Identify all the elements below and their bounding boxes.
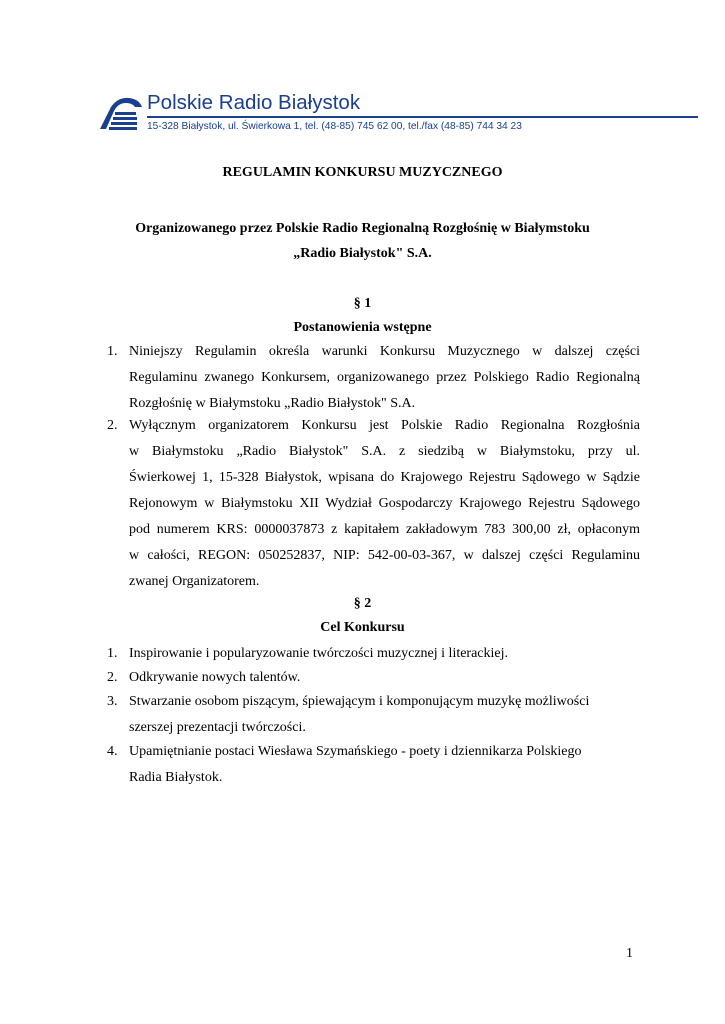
section2-heading: Cel Konkursu	[320, 620, 405, 635]
list-item-line: Odkrywanie nowych talentów.	[129, 670, 301, 685]
page-number: 1	[626, 946, 633, 961]
list-item-line: Wyłącznym organizatorem Konkursu jest Polskie Radio Regionalna Rozgłośnia	[129, 418, 640, 433]
section1-heading: Postanowienia wstępne	[293, 320, 432, 335]
list-item-line: Świerkowej 1, 15-328 Białystok, wpisana do Krajowego Rejestru Sądowego w Sądzie	[129, 470, 640, 485]
list-item-line: szerszej prezentacji twórczości.	[129, 720, 306, 735]
brand-address: 15-328 Białystok, ul. Świerkowa 1, tel. (48-85) 745 62 00, tel./fax (48-85) 744 34 23	[147, 121, 522, 132]
radio-logo-icon	[96, 93, 146, 131]
list-item-line: pod numerem KRS: 0000037873 z kapitałem zakładowym 783 300,00 zł, opłaconym	[129, 522, 640, 537]
list-item-line: w całości, REGON: 050252837, NIP: 542-00-03-367, w dalszej części Regulaminu	[129, 548, 640, 563]
list-item	[107, 665, 640, 691]
list-item-line: Niniejszy Regulamin określa warunki Konkursu Muzycznego w dalszej części	[129, 344, 640, 359]
header-rule	[147, 116, 698, 118]
list-item-line: Stwarzanie osobom piszącym, śpiewającym i komponującym muzykę możliwości	[129, 694, 590, 709]
list-item-line: Radia Białystok.	[129, 770, 223, 785]
document-subtitle-line2: „Radio Białystok" S.A.	[293, 246, 432, 261]
section2-number: § 2	[353, 596, 372, 611]
list-item-line: Inspirowanie i popularyzowanie twórczości muzycznej i literackiej.	[129, 646, 509, 661]
list-item-line: Rozgłośnię w Białymstoku „Radio Białystok" S.A.	[129, 396, 416, 411]
list-item-line: Regulaminu zwanego Konkursem, organizowanego przez Polskiego Radio Regionalną	[129, 370, 640, 385]
list-item-line: zwanej Organizatorem.	[129, 574, 260, 589]
list-item	[107, 739, 640, 791]
list-item	[107, 413, 640, 595]
list-item	[107, 689, 640, 741]
list-item-number: 2.	[107, 418, 118, 433]
brand-name: Polskie Radio Białystok	[147, 91, 361, 114]
section1-number: § 1	[353, 296, 372, 311]
list-item-line: w Białymstoku „Radio Białystok" S.A. z siedzibą w Białymstoku, przy ul.	[129, 444, 640, 459]
list-item-line: Rejonowym w Białymstoku XII Wydział Gospodarczy Krajowego Rejestru Sądowego	[129, 496, 640, 511]
list-item-line: Upamiętnianie postaci Wiesława Szymańskiego - poety i dziennikarza Polskiego	[129, 744, 582, 759]
list-item-number: 4.	[107, 744, 118, 759]
document-title: REGULAMIN KONKURSU MUZYCZNEGO	[222, 165, 503, 180]
document-subtitle-line1: Organizowanego przez Polskie Radio Regionalną Rozgłośnię w Białymstoku	[135, 221, 590, 236]
list-item-number: 2.	[107, 670, 118, 685]
list-item-number: 3.	[107, 694, 118, 709]
list-item	[107, 339, 640, 417]
list-item-number: 1.	[107, 344, 118, 359]
list-item-number: 1.	[107, 646, 118, 661]
list-item	[107, 641, 640, 667]
